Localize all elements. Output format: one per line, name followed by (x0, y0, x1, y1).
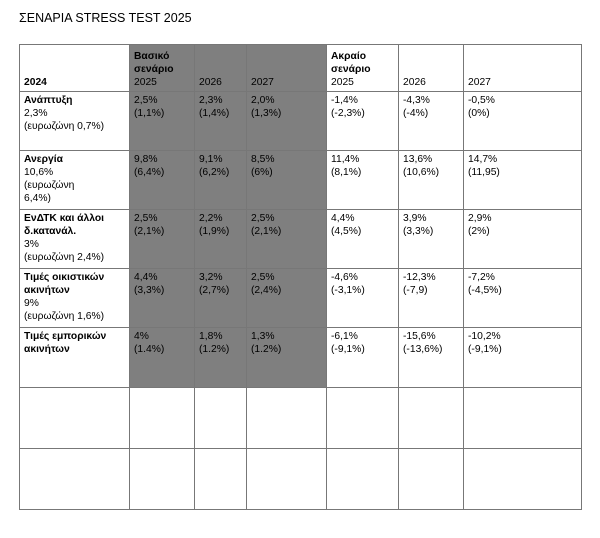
table-row (20, 151, 582, 210)
value-cell: 2,0% (1,3%) (247, 92, 327, 151)
value-cell: 11,4% (8,1%) (327, 151, 399, 210)
value-cell: 13,6% (10,6%) (399, 151, 464, 210)
table-row (20, 210, 582, 269)
empty-cell (464, 449, 582, 510)
row-label-cell: Τιμές εμπορικών ακινήτων (20, 328, 130, 388)
table-row (20, 328, 582, 388)
empty-cell (327, 449, 399, 510)
row-label-cell: Ανεργία 10,6% (ευρωζώνη 6,4%) (20, 151, 130, 210)
header-baseline-2027: 2027 (247, 45, 327, 92)
value-cell: -4,6% (-3,1%) (327, 269, 399, 328)
empty-cell (130, 388, 195, 449)
empty-cell (399, 449, 464, 510)
table-row (20, 269, 582, 328)
value-cell: 1,8% (1.2%) (195, 328, 247, 388)
empty-cell (399, 388, 464, 449)
row-label-cell: Ανάπτυξη 2,3% (ευρωζώνη 0,7%) (20, 92, 130, 151)
value-cell: 4,4% (3,3%) (130, 269, 195, 328)
value-cell: 2,5% (2,1%) (130, 210, 195, 269)
empty-cell (247, 388, 327, 449)
empty-cell (130, 449, 195, 510)
header-adverse-2027: 2027 (464, 45, 582, 92)
header-year: 2024 (20, 45, 130, 92)
value-cell: 9,1% (6,2%) (195, 151, 247, 210)
value-cell: -7,2% (-4,5%) (464, 269, 582, 328)
header-adverse-2026: 2026 (399, 45, 464, 92)
value-cell: 2,5% (1,1%) (130, 92, 195, 151)
header-adverse-2025: Ακραίο σενάριο 2025 (327, 45, 399, 92)
value-cell: -4,3% (-4%) (399, 92, 464, 151)
empty-cell (20, 388, 130, 449)
value-cell: 4,4% (4,5%) (327, 210, 399, 269)
value-cell: 4% (1.4%) (130, 328, 195, 388)
value-cell: 3,2% (2,7%) (195, 269, 247, 328)
table-row (20, 92, 582, 151)
row-label-cell: ΕνΔΤΚ και άλλοι δ.κατανάλ. 3% (ευρωζώνη 2,4%) (20, 210, 130, 269)
header-baseline-2026: 2026 (195, 45, 247, 92)
value-cell: 3,9% (3,3%) (399, 210, 464, 269)
value-cell: 2,2% (1,9%) (195, 210, 247, 269)
empty-cell (195, 449, 247, 510)
value-cell: -1,4% (-2,3%) (327, 92, 399, 151)
empty-cell (327, 388, 399, 449)
value-cell: 2,5% (2,4%) (247, 269, 327, 328)
header-baseline-2025: Βασικό σενάριο 2025 (130, 45, 195, 92)
value-cell: -12,3% (-7,9) (399, 269, 464, 328)
value-cell: 14,7% (11,95) (464, 151, 582, 210)
empty-row (20, 388, 582, 449)
header-row (20, 45, 582, 92)
value-cell: 9,8% (6,4%) (130, 151, 195, 210)
empty-cell (247, 449, 327, 510)
value-cell: 2,3% (1,4%) (195, 92, 247, 151)
value-cell: 2,5% (2,1%) (247, 210, 327, 269)
empty-row (20, 449, 582, 510)
empty-cell (195, 388, 247, 449)
value-cell: 8,5% (6%) (247, 151, 327, 210)
document-title: ΣΕΝΑΡΙΑ STRESS TEST 2025 (19, 11, 192, 25)
value-cell: -10,2% (-9,1%) (464, 328, 582, 388)
stress-test-table (19, 44, 582, 510)
value-cell: -0,5% (0%) (464, 92, 582, 151)
value-cell: 2,9% (2%) (464, 210, 582, 269)
value-cell: -15,6% (-13,6%) (399, 328, 464, 388)
row-label-cell: Τιμές οικιστικών ακινήτων 9% (ευρωζώνη 1,6%) (20, 269, 130, 328)
empty-cell (20, 449, 130, 510)
value-cell: 1,3% (1.2%) (247, 328, 327, 388)
empty-cell (464, 388, 582, 449)
value-cell: -6,1% (-9,1%) (327, 328, 399, 388)
